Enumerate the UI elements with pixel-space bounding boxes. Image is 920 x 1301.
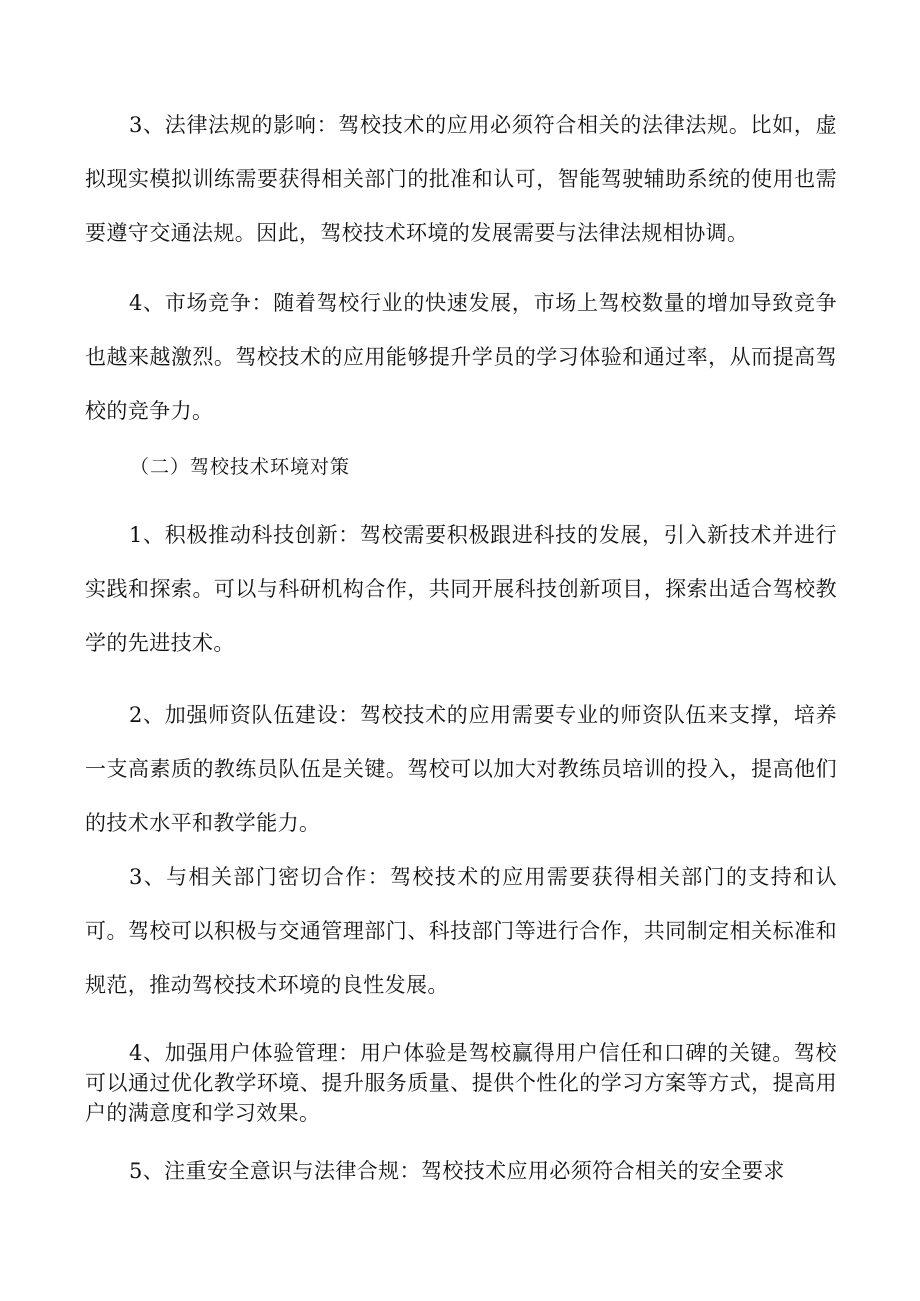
paragraph-tech-innovation: 1、积极推动科技创新：驾校需要积极跟进科技的发展，引入新技术并进行实践和探索。可以与科研机构合作，共同开展科技创新项目，探索出适合驾校教学的先进技术。 — [85, 523, 837, 655]
paragraph-market-competition: 4、市场竞争：随着驾校行业的快速发展，市场上驾校数量的增加导致竞争也越来越激烈。驾校技术的应用能够提升学员的学习体验和通过率，从而提高驾校的竞争力。 — [85, 291, 837, 423]
paragraph-faculty-building: 2、加强师资队伍建设：驾校技术的应用需要专业的师资队伍来支撑，培养一支高素质的教练员队伍是关键。驾校可以加大对教练员培训的投入，提高他们的技术水平和教学能力。 — [85, 703, 837, 835]
paragraph-legal-regulations: 3、法律法规的影响：驾校技术的应用必须符合相关的法律法规。比如，虚拟现实模拟训练需要获得相关部门的批准和认可，智能驾驶辅助系统的使用也需要遵守交通法规。因此，驾校技术环境的发展需要与法律法规相协调。 — [85, 113, 837, 245]
paragraph-department-cooperation: 3、与相关部门密切合作：驾校技术的应用需要获得相关部门的支持和认可。驾校可以积极与交通管理部门、科技部门等进行合作，共同制定相关标准和规范，推动驾校技术环境的良性发展。 — [85, 865, 837, 997]
paragraph-user-experience: 4、加强用户体验管理：用户体验是驾校赢得用户信任和口碑的关键。驾校可以通过优化教学环境、提升服务质量、提供个性化的学习方案等方式，提高用户的满意度和学习效果。 — [85, 1041, 837, 1125]
section-heading: （二）驾校技术环境对策 — [130, 456, 351, 478]
paragraph-safety-compliance: 5、注重安全意识与法律合规：驾校技术应用必须符合相关的安全要求 — [129, 1159, 785, 1183]
